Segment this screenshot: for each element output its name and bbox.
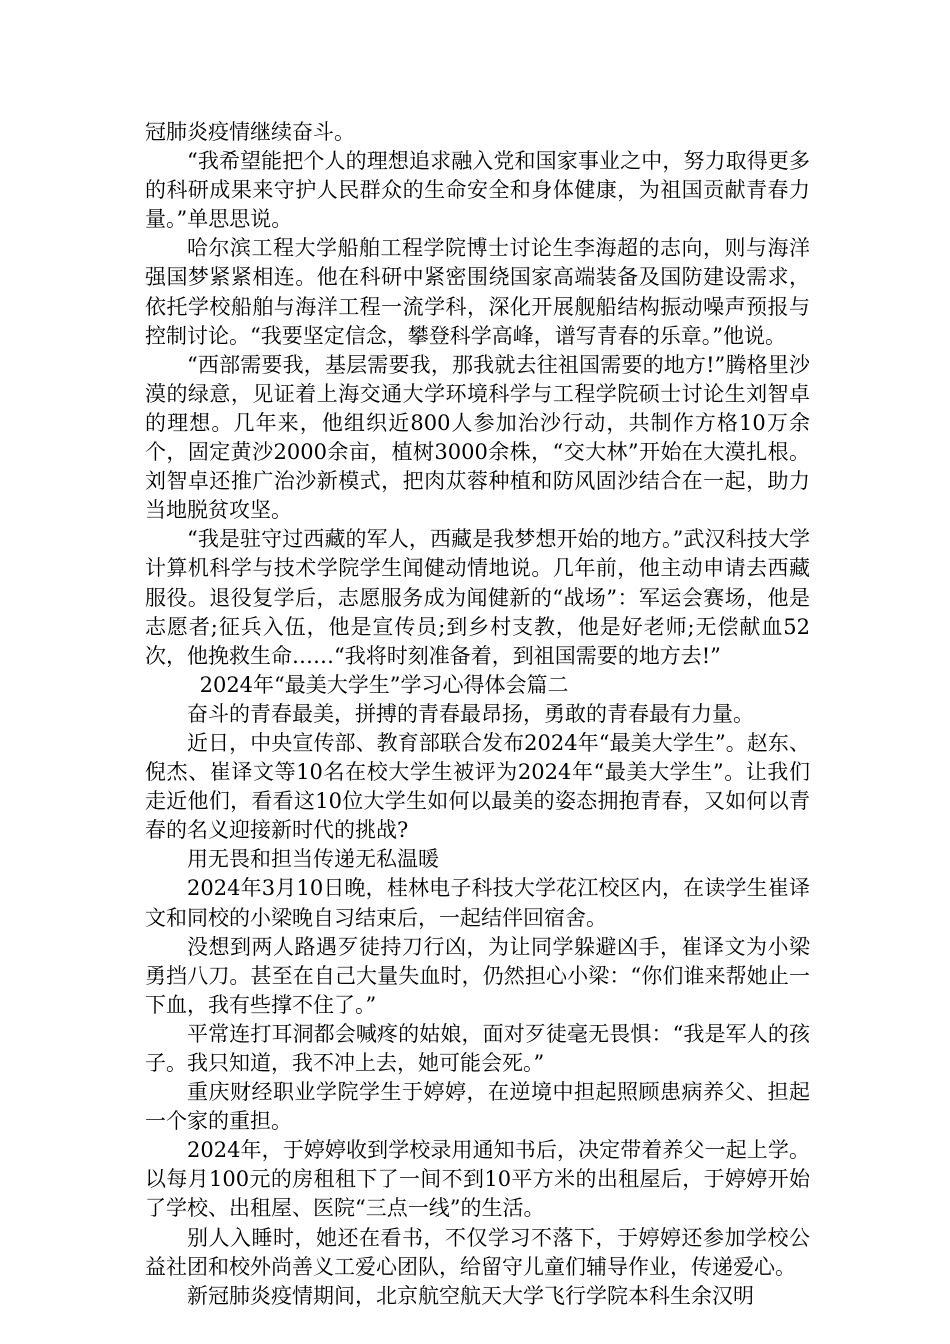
- subheading: 用无畏和担当传递无私温暖: [187, 847, 439, 872]
- paragraph-continuation: 冠肺炎疫情继续奋斗。: [145, 120, 355, 144]
- paragraph: “我是驻守过西藏的军人，西藏是我梦想开始的地方。”武汉科技大学计算机科学与技术学院学生闻健动情地说。几年前，他主动申请去西藏服役。退役复学后，志愿服务成为闻健新的“战场”：军运会赛场，他是志愿者;征兵入伍，他是宣传员;到乡村支教，他是好老师;无偿献血52次，他挽救生命……“我将时刻准备着，到祖国需要的地方去!”: [145, 527, 810, 668]
- paragraph: “我希望能把个人的理想追求融入党和国家事业之中，努力取得更多的科研成果来守护人民群众的生命安全和身体健康，为祖国贡献青春力量。”单思思说。: [145, 149, 810, 232]
- paragraph: 近日，中央宣传部、教育部联合发布2024年“最美大学生”。赵东、倪杰、崔译文等10名在校大学生被评为2024年“最美大学生”。让我们走近他们，看看这10位大学生如何以最美的姿态拥抱青春，又如何以青春的名义迎接新时代的挑战?: [145, 730, 810, 843]
- paragraph: 2024年3月10日晚，桂林电子科技大学花江校区内，在读学生崔译文和同校的小梁晚自习结束后，一起结伴回宿舍。: [145, 876, 810, 930]
- paragraph-truncated: 新冠肺炎疫情期间，北京航空航天大学飞行学院本科生余汉明: [187, 1283, 754, 1308]
- article-body: [145, 118, 810, 1311]
- paragraph: 别人入睡时，她还在看书，不仅学习不落下，于婷婷还参加学校公益社团和校外尚善义工爱心团队，给留守儿童们辅导作业，传递爱心。: [145, 1225, 810, 1279]
- paragraph: “西部需要我，基层需要我，那我就去往祖国需要的地方!”腾格里沙漠的绿意，见证着上海交通大学环境科学与工程学院硕士讨论生刘智卓的理想。几年来，他组织近800人参加治沙行动，共制作方格10万余个，固定黄沙2000余亩，植树3000余株，“交大林”开始在大漠扎根。刘智卓还推广治沙新模式，把肉苁蓉种植和防风固沙结合在一起，助力当地脱贫攻坚。: [145, 352, 810, 523]
- paragraph: 平常连打耳洞都会喊疼的姑娘，面对歹徒毫无畏惧：“我是军人的孩子。我只知道，我不冲上去，她可能会死。”: [145, 1021, 810, 1075]
- paragraph: 2024年，于婷婷收到学校录用通知书后，决定带着养父一起上学。以每月100元的房租租下了一间不到10平方米的出租屋后，于婷婷开始了学校、出租屋、医院“三点一线”的生活。: [145, 1138, 810, 1221]
- paragraph: 哈尔滨工程大学船舶工程学院博士讨论生李海超的志向，则与海洋强国梦紧紧相连。他在科研中紧密围绕国家高端装备及国防建设需求，依托学校船舶与海洋工程一流学科，深化开展舰船结构振动噪声预报与控制讨论。“我要坚定信念，攀登科学高峰，谱写青春的乐章。”他说。: [145, 236, 810, 348]
- paragraph: 没想到两人路遇歹徒持刀行凶，为让同学躲避凶手，崔译文为小梁勇挡八刀。甚至在自己大量失血时，仍然担心小梁：“你们谁来帮她止一下血，我有些撑不住了。”: [145, 934, 810, 1017]
- paragraph: 奋斗的青春最美，拼搏的青春最昂扬，勇敢的青春最有力量。: [187, 701, 754, 726]
- section-heading: 2024年“最美大学生”学习心得体会篇二: [199, 672, 569, 697]
- paragraph: 重庆财经职业学院学生于婷婷，在逆境中担起照顾患病养父、担起一个家的重担。: [145, 1080, 810, 1134]
